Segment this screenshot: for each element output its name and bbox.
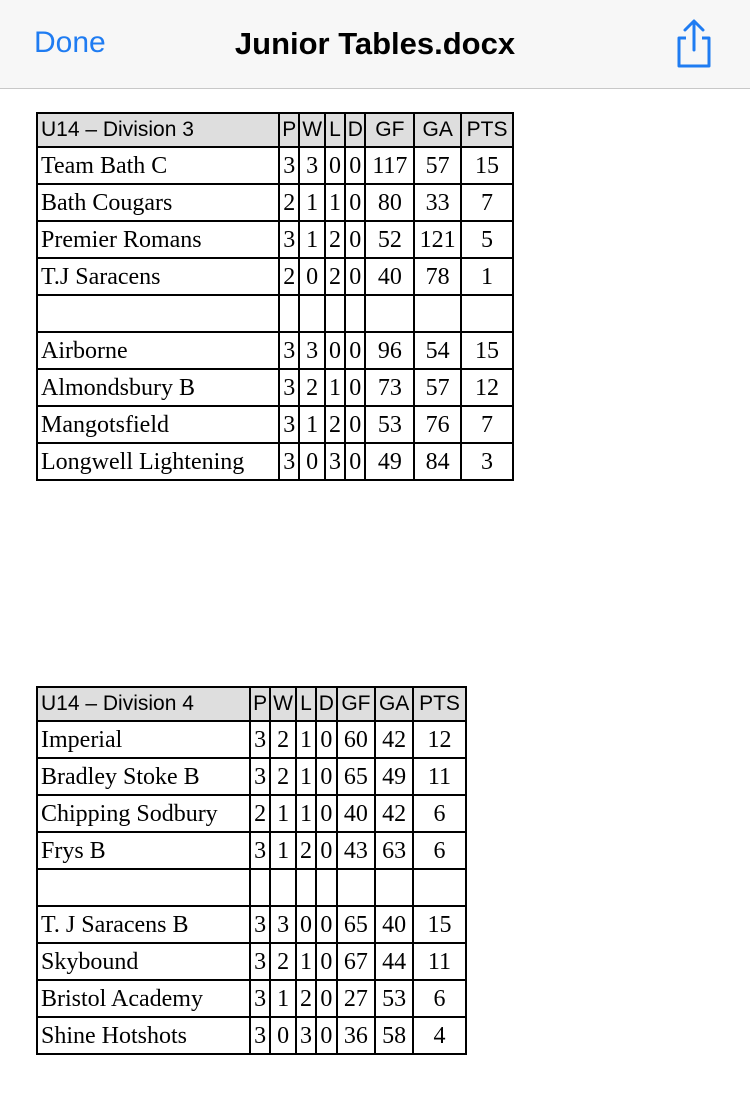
- stat-cell: 0: [270, 1017, 295, 1054]
- stat-cell: 0: [296, 906, 316, 943]
- share-icon[interactable]: [672, 18, 716, 70]
- column-header: W: [299, 113, 324, 147]
- stat-cell: 54: [414, 332, 461, 369]
- team-name: Almondsbury B: [37, 369, 279, 406]
- stat-cell: 78: [414, 258, 461, 295]
- column-header: GA: [414, 113, 461, 147]
- empty-cell: [345, 295, 365, 332]
- column-header: D: [345, 113, 365, 147]
- stat-cell: 2: [279, 258, 299, 295]
- table-row: [37, 184, 513, 221]
- stat-cell: 27: [337, 980, 376, 1017]
- spacer-row: [37, 869, 466, 906]
- team-name: Imperial: [37, 721, 250, 758]
- stat-cell: 15: [461, 147, 513, 184]
- stat-cell: 3: [325, 443, 345, 480]
- stat-cell: 0: [316, 943, 336, 980]
- stat-cell: 2: [325, 258, 345, 295]
- table-row: [37, 221, 513, 258]
- table-row: [37, 721, 466, 758]
- stat-cell: 2: [325, 406, 345, 443]
- empty-cell: [279, 295, 299, 332]
- column-header: P: [250, 687, 270, 721]
- stat-cell: 0: [345, 406, 365, 443]
- stat-cell: 1: [296, 795, 316, 832]
- stat-cell: 0: [345, 221, 365, 258]
- stat-cell: 0: [316, 758, 336, 795]
- stat-cell: 4: [413, 1017, 466, 1054]
- stat-cell: 3: [299, 332, 324, 369]
- team-name: Bath Cougars: [37, 184, 279, 221]
- stat-cell: 96: [365, 332, 414, 369]
- stat-cell: 0: [345, 332, 365, 369]
- header-row: [37, 687, 466, 721]
- stat-cell: 43: [337, 832, 376, 869]
- stat-cell: 84: [414, 443, 461, 480]
- stat-cell: 0: [345, 369, 365, 406]
- table-row: [37, 147, 513, 184]
- stat-cell: 42: [375, 795, 413, 832]
- team-name: Chipping Sodbury: [37, 795, 250, 832]
- stat-cell: 5: [461, 221, 513, 258]
- stat-cell: 3: [250, 980, 270, 1017]
- column-header: PTS: [461, 113, 513, 147]
- stat-cell: 40: [337, 795, 376, 832]
- stat-cell: 0: [345, 184, 365, 221]
- column-header: D: [316, 687, 336, 721]
- table-row: [37, 795, 466, 832]
- stat-cell: 3: [250, 906, 270, 943]
- stat-cell: 3: [279, 147, 299, 184]
- document-title: Junior Tables.docx: [234, 26, 516, 61]
- stat-cell: 49: [375, 758, 413, 795]
- column-header: GA: [375, 687, 413, 721]
- stat-cell: 0: [316, 795, 336, 832]
- stat-cell: 1: [299, 184, 324, 221]
- table-row: [37, 943, 466, 980]
- header-row: [37, 113, 513, 147]
- empty-cell: [337, 869, 376, 906]
- stat-cell: 2: [296, 832, 316, 869]
- stat-cell: 0: [316, 980, 336, 1017]
- stat-cell: 3: [461, 443, 513, 480]
- column-header: P: [279, 113, 299, 147]
- stat-cell: 2: [270, 758, 295, 795]
- stat-cell: 0: [325, 332, 345, 369]
- stat-cell: 0: [345, 147, 365, 184]
- column-header: GF: [337, 687, 376, 721]
- stat-cell: 2: [325, 221, 345, 258]
- column-header: GF: [365, 113, 414, 147]
- stat-cell: 2: [270, 943, 295, 980]
- stat-cell: 3: [270, 906, 295, 943]
- navigation-bar: [0, 0, 750, 89]
- stat-cell: 3: [279, 221, 299, 258]
- team-name: Longwell Lightening: [37, 443, 279, 480]
- stat-cell: 121: [414, 221, 461, 258]
- empty-cell: [270, 869, 295, 906]
- stat-cell: 2: [279, 184, 299, 221]
- stat-cell: 1: [461, 258, 513, 295]
- stat-cell: 63: [375, 832, 413, 869]
- team-name: Frys B: [37, 832, 250, 869]
- team-name: Bristol Academy: [37, 980, 250, 1017]
- stat-cell: 42: [375, 721, 413, 758]
- empty-cell: [316, 869, 336, 906]
- empty-cell: [414, 295, 461, 332]
- column-header: L: [296, 687, 316, 721]
- stat-cell: 3: [279, 406, 299, 443]
- stat-cell: 3: [296, 1017, 316, 1054]
- stat-cell: 67: [337, 943, 376, 980]
- stat-cell: 2: [296, 980, 316, 1017]
- stat-cell: 0: [325, 147, 345, 184]
- team-name: T. J Saracens B: [37, 906, 250, 943]
- stat-cell: 0: [345, 258, 365, 295]
- stat-cell: 1: [299, 406, 324, 443]
- stat-cell: 15: [461, 332, 513, 369]
- team-name: Mangotsfield: [37, 406, 279, 443]
- table-row: [37, 980, 466, 1017]
- team-name: Bradley Stoke B: [37, 758, 250, 795]
- stat-cell: 49: [365, 443, 414, 480]
- stat-cell: 3: [279, 443, 299, 480]
- empty-cell: [461, 295, 513, 332]
- column-header: W: [270, 687, 295, 721]
- stat-cell: 0: [299, 443, 324, 480]
- stat-cell: 58: [375, 1017, 413, 1054]
- team-name: Team Bath C: [37, 147, 279, 184]
- stat-cell: 117: [365, 147, 414, 184]
- stat-cell: 73: [365, 369, 414, 406]
- stat-cell: 60: [337, 721, 376, 758]
- table-row: [37, 258, 513, 295]
- table-row: [37, 369, 513, 406]
- stat-cell: 3: [299, 147, 324, 184]
- stat-cell: 53: [375, 980, 413, 1017]
- stat-cell: 1: [325, 184, 345, 221]
- stat-cell: 0: [345, 443, 365, 480]
- column-header: L: [325, 113, 345, 147]
- team-name: T.J Saracens: [37, 258, 279, 295]
- stat-cell: 3: [250, 943, 270, 980]
- stat-cell: 33: [414, 184, 461, 221]
- stat-cell: 40: [375, 906, 413, 943]
- stat-cell: 11: [413, 758, 466, 795]
- empty-cell: [37, 295, 279, 332]
- stat-cell: 12: [413, 721, 466, 758]
- stat-cell: 1: [296, 943, 316, 980]
- empty-cell: [413, 869, 466, 906]
- stat-cell: 0: [316, 1017, 336, 1054]
- column-header: PTS: [413, 687, 466, 721]
- stat-cell: 0: [316, 832, 336, 869]
- table-row: [37, 443, 513, 480]
- stat-cell: 6: [413, 980, 466, 1017]
- stat-cell: 1: [270, 795, 295, 832]
- stat-cell: 52: [365, 221, 414, 258]
- stat-cell: 44: [375, 943, 413, 980]
- stat-cell: 0: [316, 906, 336, 943]
- empty-cell: [296, 869, 316, 906]
- stat-cell: 11: [413, 943, 466, 980]
- stat-cell: 3: [250, 721, 270, 758]
- stat-cell: 3: [250, 1017, 270, 1054]
- empty-cell: [325, 295, 345, 332]
- spacer-row: [37, 295, 513, 332]
- stat-cell: 36: [337, 1017, 376, 1054]
- stat-cell: 0: [316, 721, 336, 758]
- stat-cell: 1: [296, 721, 316, 758]
- stat-cell: 7: [461, 406, 513, 443]
- stat-cell: 80: [365, 184, 414, 221]
- table-row: [37, 832, 466, 869]
- stat-cell: 12: [461, 369, 513, 406]
- stat-cell: 76: [414, 406, 461, 443]
- stat-cell: 3: [279, 369, 299, 406]
- stat-cell: 53: [365, 406, 414, 443]
- stat-cell: 1: [299, 221, 324, 258]
- stat-cell: 3: [250, 832, 270, 869]
- stat-cell: 2: [299, 369, 324, 406]
- table-row: [37, 332, 513, 369]
- empty-cell: [375, 869, 413, 906]
- stat-cell: 65: [337, 758, 376, 795]
- team-name: Shine Hotshots: [37, 1017, 250, 1054]
- empty-cell: [299, 295, 324, 332]
- stat-cell: 1: [296, 758, 316, 795]
- stat-cell: 1: [325, 369, 345, 406]
- table-row: [37, 758, 466, 795]
- team-name: Airborne: [37, 332, 279, 369]
- empty-cell: [250, 869, 270, 906]
- stat-cell: 2: [270, 721, 295, 758]
- stat-cell: 40: [365, 258, 414, 295]
- stat-cell: 57: [414, 147, 461, 184]
- stat-cell: 3: [250, 758, 270, 795]
- stat-cell: 1: [270, 832, 295, 869]
- stat-cell: 15: [413, 906, 466, 943]
- empty-cell: [365, 295, 414, 332]
- division-4-table: [36, 686, 467, 1055]
- stat-cell: 2: [250, 795, 270, 832]
- table-row: [37, 1017, 466, 1054]
- team-name: Premier Romans: [37, 221, 279, 258]
- table-title: U14 – Division 3: [37, 113, 279, 147]
- stat-cell: 65: [337, 906, 376, 943]
- empty-cell: [37, 869, 250, 906]
- stat-cell: 57: [414, 369, 461, 406]
- stat-cell: 1: [270, 980, 295, 1017]
- stat-cell: 6: [413, 832, 466, 869]
- stat-cell: 6: [413, 795, 466, 832]
- stat-cell: 0: [299, 258, 324, 295]
- division-3-table: [36, 112, 514, 481]
- stat-cell: 3: [279, 332, 299, 369]
- done-button[interactable]: Done: [34, 26, 106, 59]
- table-row: [37, 906, 466, 943]
- table-row: [37, 406, 513, 443]
- team-name: Skybound: [37, 943, 250, 980]
- table-title: U14 – Division 4: [37, 687, 250, 721]
- stat-cell: 7: [461, 184, 513, 221]
